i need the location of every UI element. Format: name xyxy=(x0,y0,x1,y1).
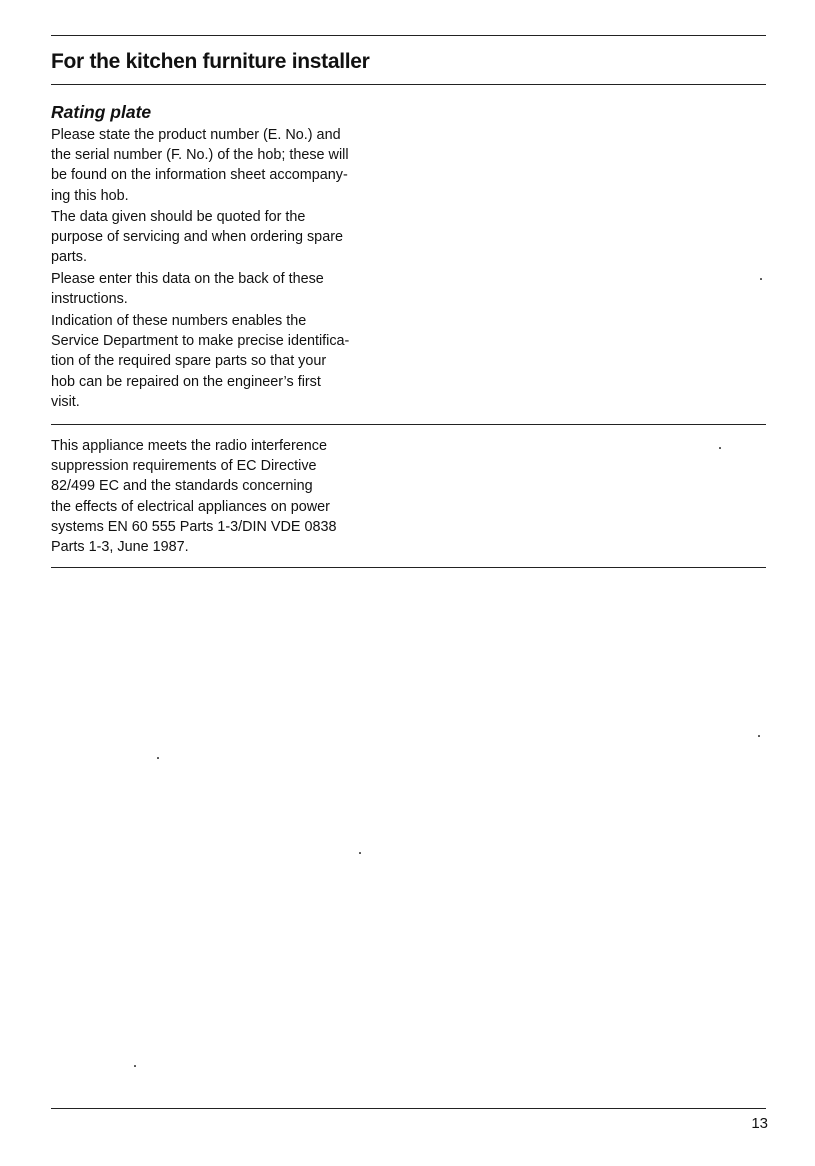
text-line: systems EN 60 555 Parts 1-3/DIN VDE 0838 xyxy=(51,518,337,535)
scan-speck xyxy=(359,852,361,854)
scan-speck xyxy=(758,735,760,737)
text-line: tion of the required spare parts so that your xyxy=(51,353,327,370)
text-line: the serial number (F. No.) of the hob; these will xyxy=(51,147,349,164)
scan-speck xyxy=(157,757,159,759)
text-line: Please state the product number (E. No.) and xyxy=(51,127,341,143)
text-line: This appliance meets the radio interference xyxy=(51,438,327,454)
scan-speck xyxy=(760,278,762,280)
text-line: ing this hob. xyxy=(51,187,129,204)
text-line: Service Department to make precise identifica- xyxy=(51,333,350,350)
text-line: parts. xyxy=(51,249,87,266)
page-title: For the kitchen furniture installer xyxy=(51,50,370,73)
text-line: Parts 1-3, June 1987. xyxy=(51,539,189,556)
text-line: The data given should be quoted for the xyxy=(51,209,306,225)
rating-plate-paragraph-2 xyxy=(51,207,343,268)
text-line: 82/499 EC and the standards concerning xyxy=(51,478,313,495)
scan-speck xyxy=(719,447,721,449)
page-number: 13 xyxy=(751,1115,768,1132)
footer-rule xyxy=(51,1108,766,1109)
text-line: purpose of servicing and when ordering spare xyxy=(51,229,343,246)
text-line: hob can be repaired on the engineer’s first xyxy=(51,373,321,390)
compliance-bottom-rule xyxy=(51,567,766,568)
text-line: visit. xyxy=(51,393,80,410)
text-line: suppression requirements of EC Directive xyxy=(51,458,317,475)
scan-speck xyxy=(134,1065,136,1067)
title-underline-rule xyxy=(51,84,766,85)
text-line: instructions. xyxy=(51,291,128,308)
text-line: Please enter this data on the back of these xyxy=(51,271,324,287)
top-rule xyxy=(51,35,766,36)
rating-plate-paragraph-4 xyxy=(51,311,349,412)
section-divider-rule xyxy=(51,424,766,425)
compliance-paragraph xyxy=(51,436,337,557)
text-line: Indication of these numbers enables the xyxy=(51,313,307,329)
rating-plate-paragraph-3 xyxy=(51,269,324,309)
rating-plate-heading: Rating plate xyxy=(51,102,152,122)
text-line: the effects of electrical appliances on power xyxy=(51,498,330,515)
rating-plate-paragraph-1 xyxy=(51,125,349,206)
text-line: be found on the information sheet accompany- xyxy=(51,167,348,184)
